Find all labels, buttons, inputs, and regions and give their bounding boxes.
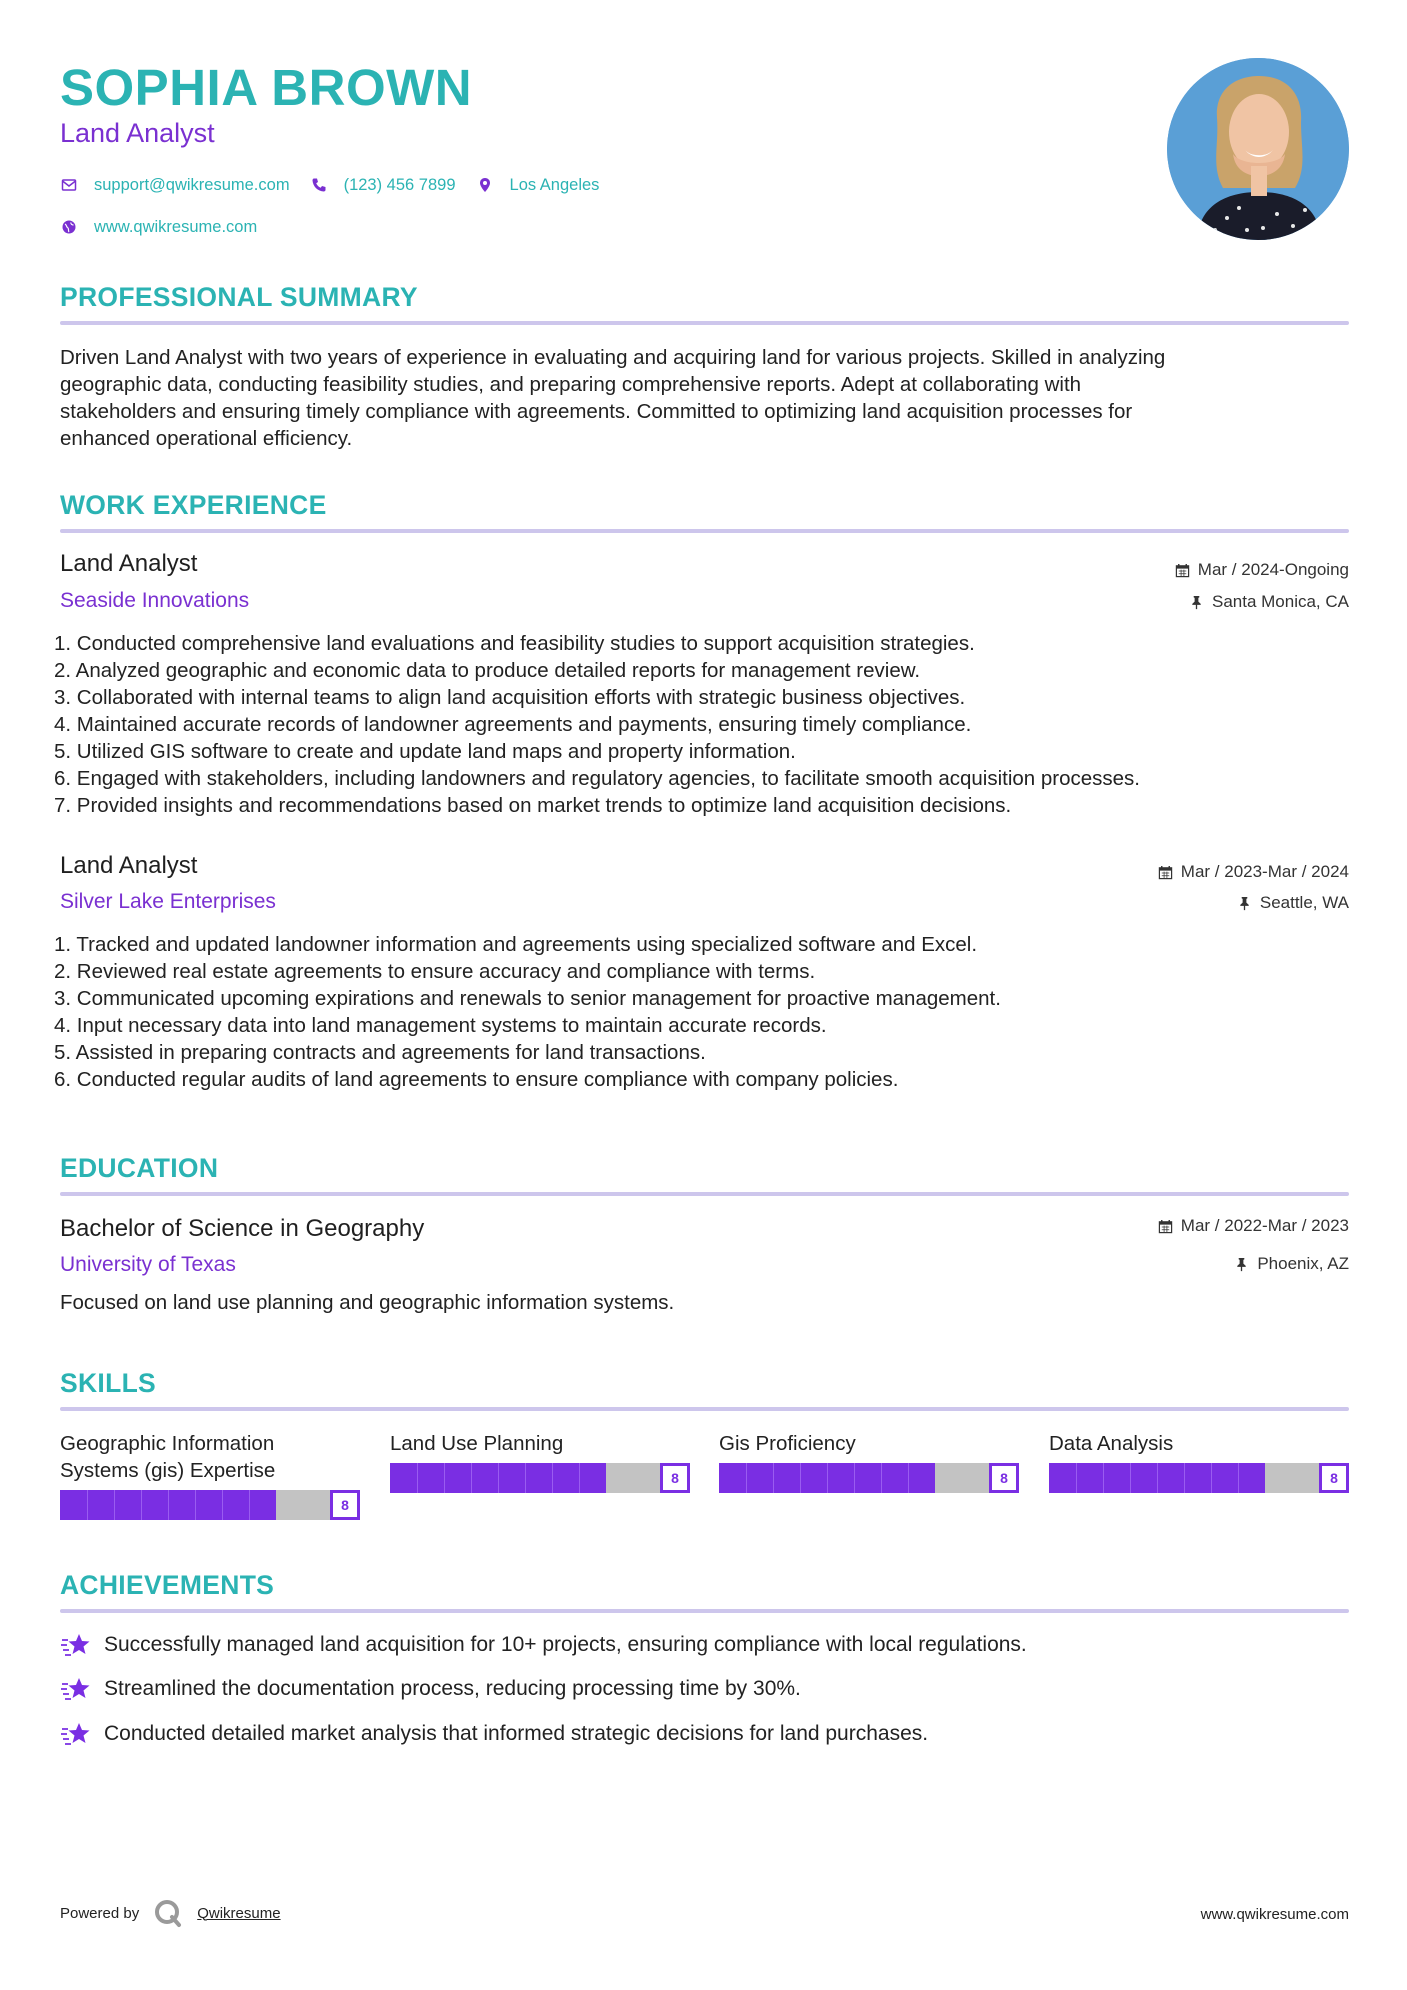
skill-bar — [60, 1490, 360, 1520]
list-item: 4. Maintained accurate records of landowner agreements and payments, ensuring timely compliance. — [54, 713, 972, 736]
summary-line: stakeholders and ensuring timely compliance with agreements. Committed to optimizing land acquisition processes for — [60, 400, 1133, 423]
calendar-icon — [1158, 865, 1173, 880]
skill-bar-fill — [719, 1463, 935, 1493]
summary-line: geographic data, conducting feasibility studies, and preparing comprehensive reports. Adept at collaborating with — [60, 373, 1082, 396]
website-contact[interactable] — [60, 218, 257, 237]
skill-bar-segment-divider — [168, 1490, 169, 1520]
skill-label-line: Land Use Planning — [390, 1432, 564, 1455]
brand-link[interactable]: Qwikresume — [197, 1904, 281, 1922]
summary-line: Driven Land Analyst with two years of experience in evaluating and acquiring land for various projects. Skilled in analyzing — [60, 346, 1166, 369]
skill-bar-segment-divider — [881, 1463, 882, 1493]
phone-icon — [310, 176, 328, 194]
skill-bar-segment-divider — [908, 1463, 909, 1493]
education-description: Focused on land use planning and geographic information systems. — [60, 1291, 675, 1314]
skill-bar-segment-divider — [773, 1463, 774, 1493]
skill-label — [719, 1430, 1019, 1457]
job-responsibilities — [54, 630, 1354, 819]
footer-website[interactable]: www.qwikresume.com — [1200, 1906, 1349, 1923]
location-contact — [476, 176, 600, 195]
job-dates — [1158, 862, 1349, 882]
education-location-text: Phoenix, AZ — [1257, 1254, 1349, 1273]
job-title: Land Analyst — [60, 852, 198, 879]
skill-bar-segment-divider — [114, 1490, 115, 1520]
skill-rating-badge: 8 — [1319, 1463, 1349, 1493]
envelope-icon — [60, 176, 78, 194]
skill-item — [60, 1430, 360, 1520]
job-dates-text: Mar / 2024-Ongoing — [1197, 560, 1349, 579]
skill-bar-segment-divider — [249, 1490, 250, 1520]
calendar-icon — [1158, 1219, 1173, 1234]
list-item: 2. Reviewed real estate agreements to ensure accuracy and compliance with terms. — [54, 960, 816, 983]
skill-label-line: Geographic Information — [60, 1432, 275, 1455]
list-item: 1. Conducted comprehensive land evaluations and feasibility studies to support acquisition strategies. — [54, 632, 975, 655]
list-item: 6. Engaged with stakeholders, including landowners and regulatory agencies, to facilitate smooth acquisition processes. — [54, 767, 1140, 790]
skill-bar-segment-divider — [222, 1490, 223, 1520]
skill-item — [390, 1430, 690, 1493]
skill-rating-badge: 8 — [330, 1490, 360, 1520]
section-divider — [60, 529, 1349, 533]
skill-bar-segment-divider — [1238, 1463, 1239, 1493]
skill-rating-badge: 8 — [660, 1463, 690, 1493]
company-name: Silver Lake Enterprises — [60, 890, 276, 913]
skill-rating-badge: 8 — [989, 1463, 1019, 1493]
qwikresume-logo-icon — [153, 1898, 183, 1928]
skill-bar — [390, 1463, 690, 1493]
candidate-role: Land Analyst — [60, 118, 215, 148]
email-text: support@qwikresume.com — [94, 175, 290, 194]
education-dates-text: Mar / 2022-Mar / 2023 — [1180, 1216, 1349, 1235]
achievement-item — [60, 1675, 801, 1703]
job-title: Land Analyst — [60, 550, 198, 577]
profile-photo — [1167, 58, 1349, 240]
phone-text: (123) 456 7899 — [343, 175, 456, 194]
summary-text — [60, 344, 1350, 452]
skill-bar-segment-divider — [854, 1463, 855, 1493]
job-location — [1189, 592, 1349, 612]
achievement-text: Streamlined the documentation process, reducing processing time by 30%. — [104, 1677, 801, 1700]
skill-item — [1049, 1430, 1349, 1493]
job-location — [1237, 893, 1349, 913]
section-divider — [60, 1192, 1349, 1196]
skill-bar-segment-divider — [417, 1463, 418, 1493]
education-location — [1234, 1254, 1349, 1274]
skill-bar-segment-divider — [827, 1463, 828, 1493]
pin-icon — [1189, 595, 1204, 610]
skill-bar-segment-divider — [141, 1490, 142, 1520]
skill-bar — [1049, 1463, 1349, 1493]
company-name: Seaside Innovations — [60, 589, 250, 612]
skill-bar-segment-divider — [444, 1463, 445, 1493]
skill-bar-segment-divider — [579, 1463, 580, 1493]
skill-bar-fill — [390, 1463, 606, 1493]
powered-by-text: Powered by — [60, 1904, 140, 1922]
skill-bar-segment-divider — [552, 1463, 553, 1493]
star-icon — [60, 1631, 92, 1659]
education-dates — [1158, 1216, 1349, 1236]
skill-bar-segment-divider — [746, 1463, 747, 1493]
skill-bar-segment-divider — [471, 1463, 472, 1493]
list-item: 6. Conducted regular audits of land agreements to ensure compliance with company policies. — [54, 1068, 899, 1091]
list-item: 1. Tracked and updated landowner information and agreements using specialized software and Excel. — [54, 933, 978, 956]
section-divider — [60, 1609, 1349, 1613]
list-item: 7. Provided insights and recommendations based on market trends to optimize land acquisition decisions. — [54, 794, 1012, 817]
skill-label — [1049, 1430, 1349, 1457]
skill-bar-segment-divider — [1184, 1463, 1185, 1493]
achievement-item — [60, 1720, 928, 1748]
job-dates — [1175, 560, 1349, 580]
star-icon — [60, 1675, 92, 1703]
skill-bar-fill — [60, 1490, 276, 1520]
summary-line: enhanced operational efficiency. — [60, 427, 353, 450]
job-dates-text: Mar / 2023-Mar / 2024 — [1180, 862, 1349, 881]
skill-bar-segment-divider — [498, 1463, 499, 1493]
skill-item — [719, 1430, 1019, 1493]
skill-label — [60, 1430, 360, 1484]
star-icon — [60, 1720, 92, 1748]
skill-bar-segment-divider — [1103, 1463, 1104, 1493]
skills-heading: SKILLS — [60, 1368, 157, 1398]
phone-contact[interactable] — [310, 176, 456, 195]
list-item: 3. Communicated upcoming expirations and renewals to senior management for proactive management. — [54, 987, 1001, 1010]
experience-heading: WORK EXPERIENCE — [60, 490, 327, 520]
section-divider — [60, 1407, 1349, 1411]
website-text: www.qwikresume.com — [94, 217, 258, 236]
skill-label-line: Data Analysis — [1049, 1432, 1174, 1455]
job-location-text: Santa Monica, CA — [1211, 592, 1349, 611]
location-text: Los Angeles — [509, 175, 600, 194]
achievement-item — [60, 1631, 1027, 1659]
job-responsibilities — [54, 931, 1354, 1093]
section-divider — [60, 321, 1349, 325]
degree-title: Bachelor of Science in Geography — [60, 1215, 425, 1242]
summary-heading: PROFESSIONAL SUMMARY — [60, 282, 418, 312]
skill-bar-segment-divider — [1211, 1463, 1212, 1493]
footer-powered-by — [60, 1898, 281, 1928]
job-location-text: Seattle, WA — [1259, 893, 1349, 912]
skill-bar-segment-divider — [1157, 1463, 1158, 1493]
skill-bar-segment-divider — [195, 1490, 196, 1520]
list-item: 5. Assisted in preparing contracts and agreements for land transactions. — [54, 1041, 706, 1064]
globe-icon — [60, 218, 78, 236]
map-pin-icon — [476, 176, 494, 194]
achievement-text: Conducted detailed market analysis that informed strategic decisions for land purchases. — [104, 1722, 929, 1745]
school-name: University of Texas — [60, 1253, 236, 1276]
list-item: 2. Analyzed geographic and economic data to produce detailed reports for management review. — [54, 659, 921, 682]
education-heading: EDUCATION — [60, 1153, 219, 1183]
pin-icon — [1237, 896, 1252, 911]
skill-label-line: Systems (gis) Expertise — [60, 1459, 276, 1482]
skill-bar-segment-divider — [87, 1490, 88, 1520]
skill-bar-segment-divider — [800, 1463, 801, 1493]
skill-bar-segment-divider — [525, 1463, 526, 1493]
skill-label — [390, 1430, 690, 1457]
skill-bar — [719, 1463, 1019, 1493]
contact-info — [60, 172, 619, 256]
list-item: 4. Input necessary data into land management systems to maintain accurate records. — [54, 1014, 827, 1037]
skill-label-line: Gis Proficiency — [719, 1432, 856, 1455]
achievements-heading: ACHIEVEMENTS — [60, 1570, 275, 1600]
email-contact[interactable] — [60, 176, 290, 195]
list-item: 5. Utilized GIS software to create and update land maps and property information. — [54, 740, 796, 763]
list-item: 3. Collaborated with internal teams to align land acquisition efforts with strategic business objectives. — [54, 686, 966, 709]
skill-bar-segment-divider — [1076, 1463, 1077, 1493]
achievement-text: Successfully managed land acquisition for 10+ projects, ensuring compliance with local regulations. — [104, 1633, 1027, 1656]
calendar-icon — [1175, 563, 1190, 578]
skill-bar-segment-divider — [1130, 1463, 1131, 1493]
pin-icon — [1234, 1257, 1249, 1272]
skill-bar-fill — [1049, 1463, 1265, 1493]
candidate-name: SOPHIA BROWN — [60, 59, 473, 116]
